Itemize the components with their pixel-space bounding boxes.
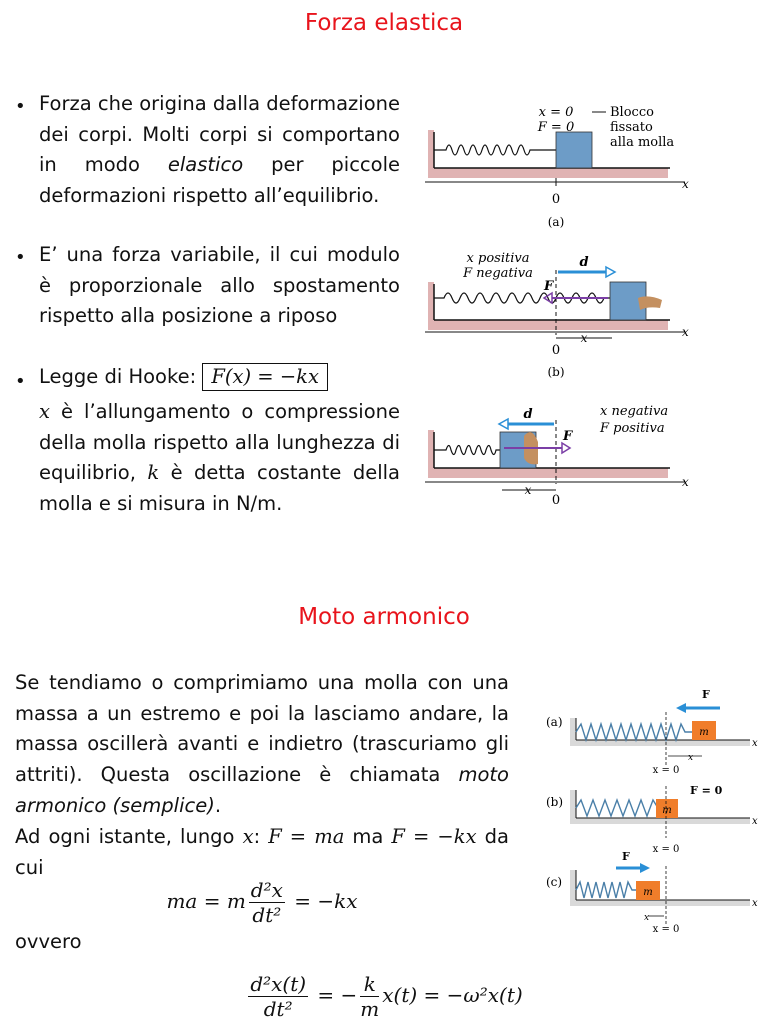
axis-label-x: x xyxy=(752,898,758,909)
tag-a: (a) xyxy=(546,715,563,729)
hooke-law-formula: F(x) = −kx xyxy=(202,363,328,391)
caption-a: (a) xyxy=(547,215,565,229)
var-x: x xyxy=(39,400,50,423)
hand-icon xyxy=(638,296,662,310)
eq-frac-2 xyxy=(360,972,379,1021)
label-zero: 0 xyxy=(551,343,561,358)
eq-num-2: k xyxy=(360,972,379,997)
spring xyxy=(576,882,636,898)
caption-b: (b) xyxy=(547,365,565,379)
eq-rhs: x(t) = −ω²x(t) xyxy=(382,983,523,1007)
label-f-negativa: F negativa xyxy=(463,266,533,281)
para2-pre: Ad ogni istante, lungo xyxy=(15,825,243,848)
xmark: x xyxy=(688,753,694,763)
osc-panel-b xyxy=(546,784,758,855)
ovvero-label: ovvero xyxy=(15,930,82,953)
bullet-3-line2: è l’allungamento o compressione della molla rispetto alla lunghezza di equilibrio, xyxy=(39,400,400,485)
para2-post: da cui xyxy=(15,825,509,879)
eq-num: d²x xyxy=(250,878,283,902)
panel-c xyxy=(425,404,689,508)
bullet-1-post: per piccole deformazioni rispetto all’equilibrio. xyxy=(39,153,400,208)
spring xyxy=(434,145,556,155)
label-fissato: fissato xyxy=(610,120,653,135)
eq-den-1: dt² xyxy=(263,997,293,1021)
bullet-dot: • xyxy=(15,371,26,392)
zero-label: x = 0 xyxy=(652,924,680,935)
section-title-forza-elastica: Forza elastica xyxy=(304,10,464,36)
bullet-1-emph: elastico xyxy=(167,153,244,177)
eq-lhs: ma = m xyxy=(166,889,246,913)
spring xyxy=(576,724,700,740)
label-zero: 0 xyxy=(551,493,561,508)
axis-label-x: x xyxy=(682,475,689,489)
zero-label: x = 0 xyxy=(652,844,680,855)
bullet-3-text xyxy=(39,397,400,520)
label-f-positiva: F positiva xyxy=(600,421,665,436)
axis-label-x: x xyxy=(752,816,758,827)
label-x-positiva: x positiva xyxy=(466,251,530,266)
label-alla-molla: alla molla xyxy=(610,135,675,150)
label-xmark: x xyxy=(580,331,588,345)
spring xyxy=(576,800,658,816)
bullet-dot: • xyxy=(15,96,26,117)
bullet-1-pre: Forza che origina dalla deformazione dei corpi. Molti corpi si comportano in modo xyxy=(39,92,400,177)
para1-pre: Se tendiamo o comprimiamo una molla con una massa a un estremo e poi la lasciamo andare, la massa oscillerà avanti e indietro (trascuriamo gli attriti). Questa oscillazione è chiamata xyxy=(15,671,509,787)
eq-frac xyxy=(249,878,285,927)
eq-den: dt² xyxy=(252,903,282,927)
label-F: F xyxy=(563,429,573,444)
eq-mid: = − xyxy=(311,983,358,1007)
bullet-2-text: E’ una forza variabile, il cui modulo è proporzionale allo spostamento rispetto alla posizione a riposo xyxy=(39,243,400,328)
mass-label: m xyxy=(643,887,653,898)
spring-block-figure xyxy=(420,98,700,518)
label-zero: 0 xyxy=(551,192,561,207)
eq-f-ma: F = ma xyxy=(268,825,345,848)
tag-c: (c) xyxy=(546,875,563,889)
label-f0: F = 0 xyxy=(537,120,575,135)
spring xyxy=(434,446,500,455)
hooke-law-lead: Legge di Hooke: xyxy=(39,365,197,388)
para2-mid: ma xyxy=(344,825,392,848)
bullet-3-line3: è detta costante della molla e si misura in N/m. xyxy=(39,461,400,516)
label-d: d xyxy=(523,407,533,422)
panel-b xyxy=(425,251,689,379)
paragraph-moto-armonico xyxy=(15,668,509,822)
osc-panel-c xyxy=(546,850,758,935)
label-d: d xyxy=(579,255,589,270)
label-x-negativa: x negativa xyxy=(600,404,669,419)
tag-b: (b) xyxy=(546,795,564,809)
eq-num-1: d²x(t) xyxy=(250,972,307,996)
var-x: x xyxy=(242,825,254,848)
block xyxy=(556,132,592,168)
para2-colon: : xyxy=(253,825,269,848)
label-xmark: x xyxy=(524,483,532,497)
eq-f-kx: F = −kx xyxy=(391,825,477,848)
bullet-1-text xyxy=(39,89,400,212)
floor xyxy=(428,168,668,178)
eq-rhs: = −kx xyxy=(287,889,358,913)
axis-label-x: x xyxy=(682,325,689,339)
xmark: x xyxy=(644,913,650,923)
para1-post: . xyxy=(214,793,222,817)
para1-emph: moto armonico (semplice) xyxy=(15,763,509,817)
label-x0: x = 0 xyxy=(538,105,574,120)
osc-panel-a xyxy=(546,688,758,776)
paragraph-newton xyxy=(15,822,509,883)
axis-label-x: x xyxy=(682,177,689,191)
zero-label: x = 0 xyxy=(652,765,680,776)
eq-den-2: m xyxy=(360,997,380,1021)
axis-label-x: x xyxy=(752,738,758,749)
section-title-moto-armonico: Moto armonico xyxy=(298,604,470,630)
force-label: F xyxy=(622,850,630,863)
var-k: k xyxy=(147,461,160,485)
label-blocco: Blocco xyxy=(610,105,654,120)
panel-a xyxy=(425,105,689,229)
equation-final xyxy=(0,972,768,1021)
oscillation-figure xyxy=(540,688,762,940)
force-label: F xyxy=(702,688,710,701)
bullet-dot: • xyxy=(15,247,26,268)
mass-label: m xyxy=(662,805,672,816)
eq-frac-1 xyxy=(248,972,308,1021)
mass-label: m xyxy=(699,727,709,738)
hooke-law-line xyxy=(39,362,328,392)
force-zero-label: F = 0 xyxy=(690,784,723,797)
label-F: F xyxy=(544,279,554,294)
